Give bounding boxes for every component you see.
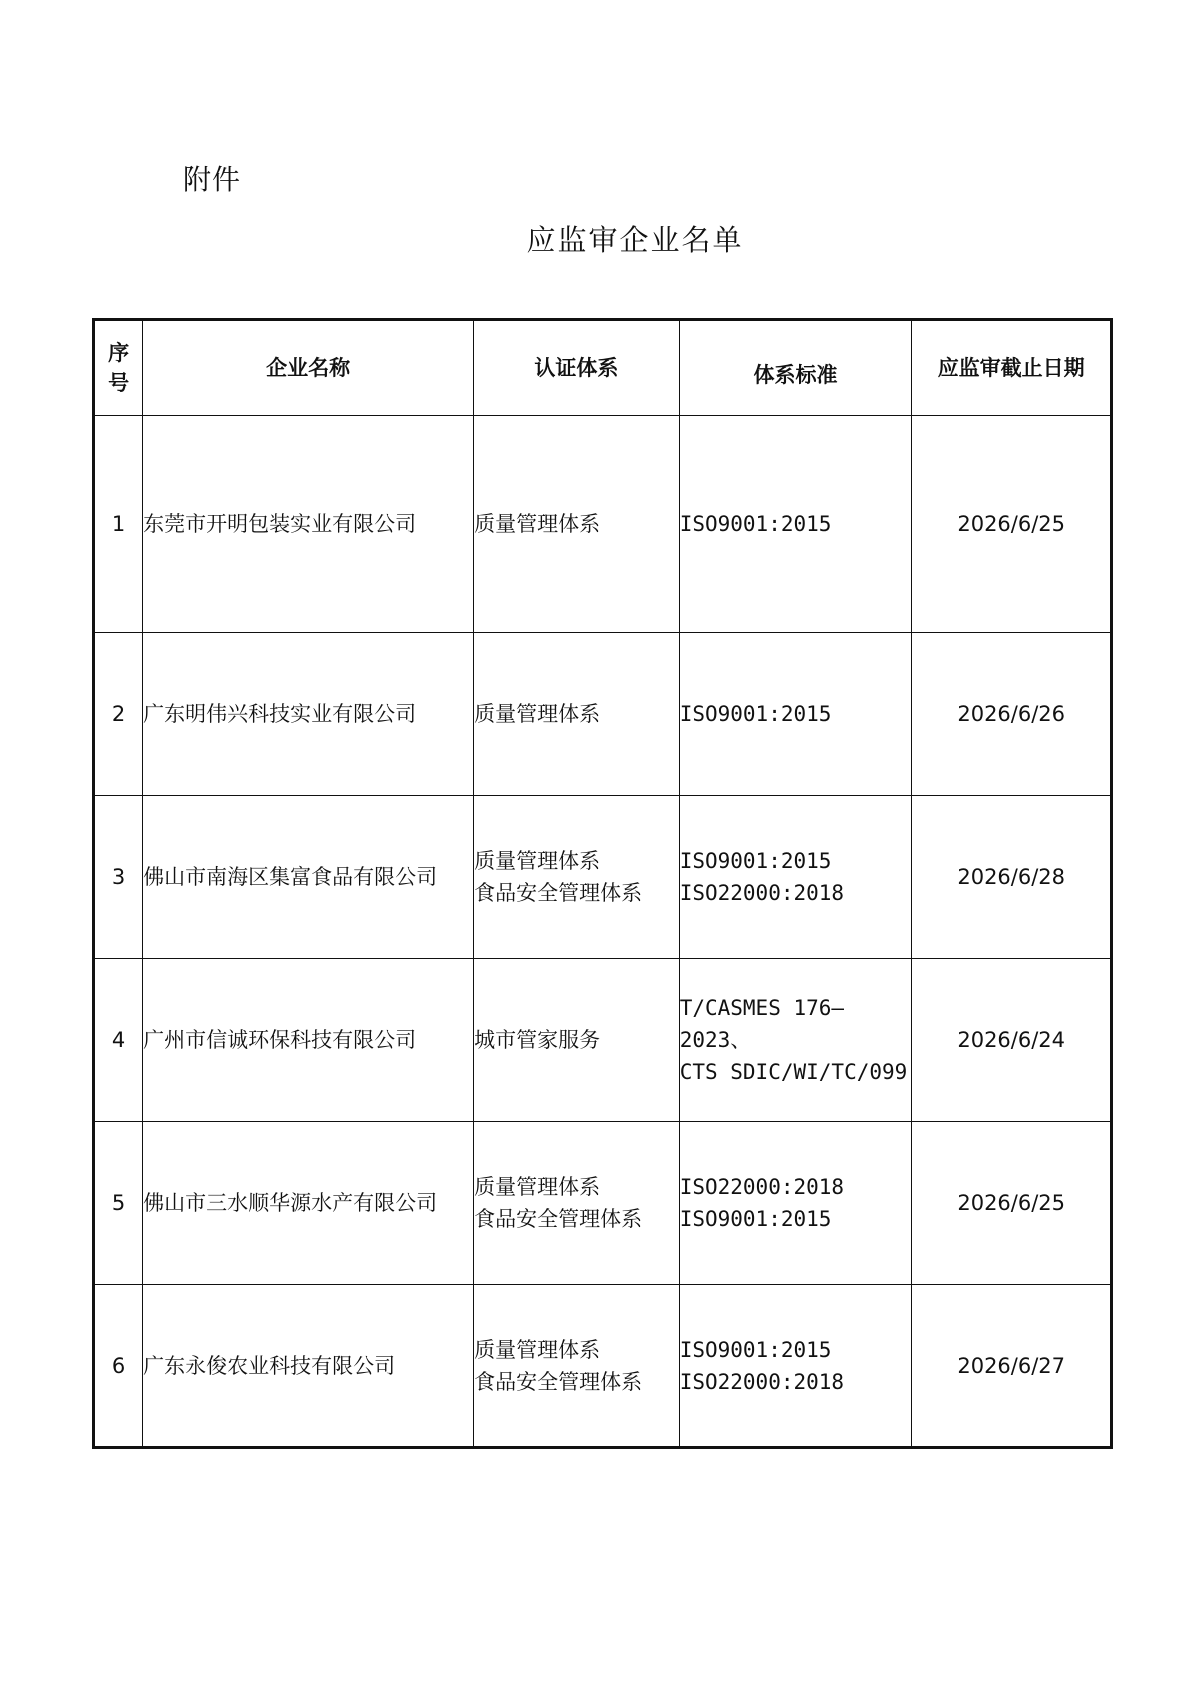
row-company-name: 佛山市三水顺华源水产有限公司 — [143, 1122, 474, 1285]
standard-line: ISO9001:2015 — [679, 702, 832, 726]
table-row — [94, 1285, 1112, 1448]
table-body — [94, 416, 1112, 1448]
standard-line: ISO22000:2018 — [679, 881, 845, 905]
row-deadline: 2026/6/25 — [912, 416, 1112, 633]
table-row — [94, 959, 1112, 1122]
row-deadline: 2026/6/28 — [912, 796, 1112, 959]
row-standards — [679, 633, 912, 796]
row-company-name: 佛山市南海区集富食品有限公司 — [143, 796, 474, 959]
row-company-name: 广东明伟兴科技实业有限公司 — [143, 633, 474, 796]
row-deadline: 2026/6/25 — [912, 1122, 1112, 1285]
cert-system-line: 食品安全管理体系 — [474, 881, 643, 905]
header-standard: 体系标准 — [679, 320, 912, 416]
row-deadline: 2026/6/24 — [912, 959, 1112, 1122]
cert-system-line: 城市管家服务 — [474, 1028, 601, 1052]
standard-line: ISO9001:2015 — [679, 1337, 832, 1362]
row-cert-systems — [474, 633, 680, 796]
row-index: 2 — [94, 633, 143, 796]
row-company-name: 广州市信诚环保科技有限公司 — [143, 959, 474, 1122]
row-deadline: 2026/6/27 — [912, 1285, 1112, 1448]
standard-line: ISO22000:2018 — [679, 1175, 845, 1199]
header-index — [94, 320, 143, 416]
header-index-line2: 号 — [108, 371, 130, 395]
row-company-name: 东莞市开明包装实业有限公司 — [143, 416, 474, 633]
row-standards — [679, 959, 912, 1122]
header-deadline: 应监审截止日期 — [912, 320, 1112, 416]
header-company: 企业名称 — [143, 320, 474, 416]
standard-line: ISO9001:2015 — [679, 1207, 832, 1231]
row-index: 6 — [94, 1285, 143, 1448]
standard-line: T/CASMES 176—2023、 — [679, 996, 845, 1052]
cert-system-line: 质量管理体系 — [474, 512, 601, 536]
page-title: 应监审企业名单 — [526, 223, 744, 257]
standard-line: ISO22000:2018 — [679, 1369, 845, 1394]
row-standards — [679, 1122, 912, 1285]
row-standards — [679, 796, 912, 959]
row-cert-systems — [474, 1285, 680, 1448]
table-row — [94, 633, 1112, 796]
table-row — [94, 796, 1112, 959]
cert-system-line: 食品安全管理体系 — [474, 1369, 643, 1394]
company-list-table — [92, 318, 1113, 1449]
standard-line: ISO9001:2015 — [679, 512, 832, 536]
cert-system-line: 质量管理体系 — [474, 1337, 601, 1362]
cert-system-line: 食品安全管理体系 — [474, 1207, 643, 1231]
cert-system-line: 质量管理体系 — [474, 1175, 601, 1199]
row-company-name: 广东永俊农业科技有限公司 — [143, 1285, 474, 1448]
row-standards — [679, 416, 912, 633]
standard-line: ISO9001:2015 — [679, 849, 832, 873]
table-row — [94, 1122, 1112, 1285]
row-index: 5 — [94, 1122, 143, 1285]
row-cert-systems — [474, 416, 680, 633]
row-cert-systems — [474, 1122, 680, 1285]
row-index: 3 — [94, 796, 143, 959]
attachment-label: 附件 — [183, 163, 242, 196]
row-deadline: 2026/6/26 — [912, 633, 1112, 796]
header-system: 认证体系 — [474, 320, 680, 416]
row-cert-systems — [474, 796, 680, 959]
table-row — [94, 416, 1112, 633]
row-index: 4 — [94, 959, 143, 1122]
standard-line: CTS SDIC/WI/TC/099 — [679, 1060, 908, 1084]
header-row — [94, 320, 1112, 416]
table-header — [94, 320, 1112, 416]
row-cert-systems — [474, 959, 680, 1122]
cert-system-line: 质量管理体系 — [474, 702, 601, 726]
cert-system-line: 质量管理体系 — [474, 849, 601, 873]
header-index-line1: 序 — [108, 341, 130, 365]
row-index: 1 — [94, 416, 143, 633]
row-standards — [679, 1285, 912, 1448]
